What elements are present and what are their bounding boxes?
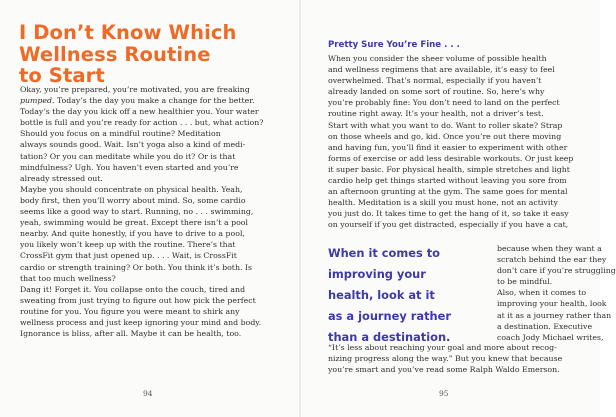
text-line: wellness process and just keep ignoring your mind and body. xyxy=(20,317,262,327)
text-line: you’re probably fine: You don’t need to land on the perfect xyxy=(328,98,560,108)
text-line: it super basic. For physical health, simple stretches and light xyxy=(328,164,570,174)
text-line: Dang it! Forget it. You collapse onto the couch, tired and xyxy=(20,284,246,294)
title-line: Wellness Routine xyxy=(19,42,211,66)
text-line: and wellness regimens that are available, it’s easy to feel xyxy=(328,65,555,75)
text-line: as a journey rather xyxy=(328,309,451,323)
text-line: pumped. Today’s the day you make a change for the better. xyxy=(20,96,255,106)
text-line: always sounds good. Wait. Isn’t yoga also a kind of medi- xyxy=(20,140,246,150)
text-line: an afternoon grunting at the gym. The same goes for mental xyxy=(328,187,568,197)
text-line: Okay, you’re prepared, you’re motivated, you are freaking xyxy=(20,85,250,94)
text-line: bottle is full and you’re ready for action . . . but, what action? xyxy=(20,118,264,128)
text-line: health. Meditation is a skill you must hone, not an activity xyxy=(328,198,558,208)
right-page xyxy=(301,0,616,417)
text-line: mindfulness? Ugh. You haven’t even started and you’re xyxy=(20,162,239,172)
text-line: yeah, swimming would be great. Except there isn’t a pool xyxy=(20,218,248,228)
text-line: cardio or strength training? Or both. You think it’s both. Is xyxy=(20,262,253,272)
right-body-text xyxy=(328,53,573,231)
title-line: I Don’t Know Which xyxy=(19,21,237,44)
text-line: on those wheels and go, kid. Once you’re out there moving xyxy=(328,131,562,141)
text-line: scratch behind the ear they xyxy=(497,255,607,265)
text-line: nizing progress along the way.” But you knew that because xyxy=(328,354,563,364)
text-line: health, look at it xyxy=(328,288,435,302)
text-line: Should you focus on a mindful routine? Meditation xyxy=(20,129,221,139)
text-line: already landed on some sort of routine. So, here’s why xyxy=(328,87,545,97)
page-number-left: 94 xyxy=(143,389,153,398)
text-line: coach Jody Michael writes, xyxy=(497,332,604,342)
text-line: routine for you. You figure you were meant to shirk any xyxy=(20,306,240,316)
text-line: you’re smart and you’ve read some Ralph Waldo Emerson. xyxy=(328,365,560,375)
text-line: to be mindful. xyxy=(497,277,553,287)
title-line: to Start xyxy=(19,64,105,87)
text-line: Maybe you should concentrate on physical health. Yeah, xyxy=(20,184,243,194)
text-line: sweating from just trying to figure out how pick the perfect xyxy=(20,295,256,305)
text-line: tation? Or you can meditate while you do it? Or is that xyxy=(20,151,236,161)
text-line: you just do. It takes time to get the hang of it, so take it easy xyxy=(328,209,569,219)
text-line: Today’s the day you kick off a new healthier you. Your water xyxy=(20,107,259,117)
text-line: Start with what you want to do. Want to roller skate? Strap xyxy=(328,120,563,130)
text-line: seems like a good way to start. Running, no . . . swimming, xyxy=(20,207,254,217)
text-line: than a destination. xyxy=(328,330,451,344)
text-line: because when they want a xyxy=(497,244,602,253)
text-line: don’t care if you’re struggling xyxy=(497,266,616,276)
text-line: routine right away. It’s your health, not a driver’s test. xyxy=(328,109,544,119)
text-line: nearby. And quite honestly, if you have to drive to a pool, xyxy=(20,229,245,239)
text-line: When it comes to xyxy=(328,246,440,260)
text-line: improving your health, look xyxy=(497,299,607,309)
right-side-text xyxy=(497,243,616,343)
text-line: and having fun, you’ll find it easier to experiment with other xyxy=(328,142,568,152)
text-line: on yourself if you get distracted, especially if you have a cat, xyxy=(328,220,569,230)
left-page xyxy=(0,0,299,417)
text-line: that too much wellness? xyxy=(20,273,116,283)
text-line: body first, then you’ll worry about mind. So, some cardio xyxy=(20,195,246,205)
text-line: at it as a journey rather than xyxy=(497,310,612,320)
text-line: already stressed out. xyxy=(20,173,103,183)
emphasis-text: pumped. xyxy=(20,96,55,106)
text-line: CrossFit gym that just opened up. . . . Wait, is CrossFit xyxy=(20,251,237,261)
text-line: Ignorance is bliss, after all. Maybe it can be health, too. xyxy=(20,329,242,339)
chapter-title xyxy=(19,22,289,87)
section-subhead: Pretty Sure You’re Fine . . . xyxy=(328,40,460,50)
text-line: When you consider the sheer volume of possible health xyxy=(328,54,547,63)
page-number-right: 95 xyxy=(439,389,449,398)
text-line: “It’s less about reaching your goal and more about recog- xyxy=(328,343,557,352)
text-line: Also, when it comes to xyxy=(497,288,587,298)
text-line: forms of exercise or add less desirable workouts. Or just keep xyxy=(328,153,574,163)
text-line: overwhelmed. That’s normal, especially if you haven’t xyxy=(328,76,542,86)
text-line: cardio help get things started without leaving you sore from xyxy=(328,176,567,186)
pull-quote xyxy=(328,243,488,348)
text-line: a destination. Executive xyxy=(497,321,593,331)
right-tail-text xyxy=(328,342,562,375)
text-line: improving your xyxy=(328,267,426,281)
left-body-text xyxy=(20,84,263,339)
text-line: you likely won’t keep up with the routine. There’s that xyxy=(20,240,236,250)
